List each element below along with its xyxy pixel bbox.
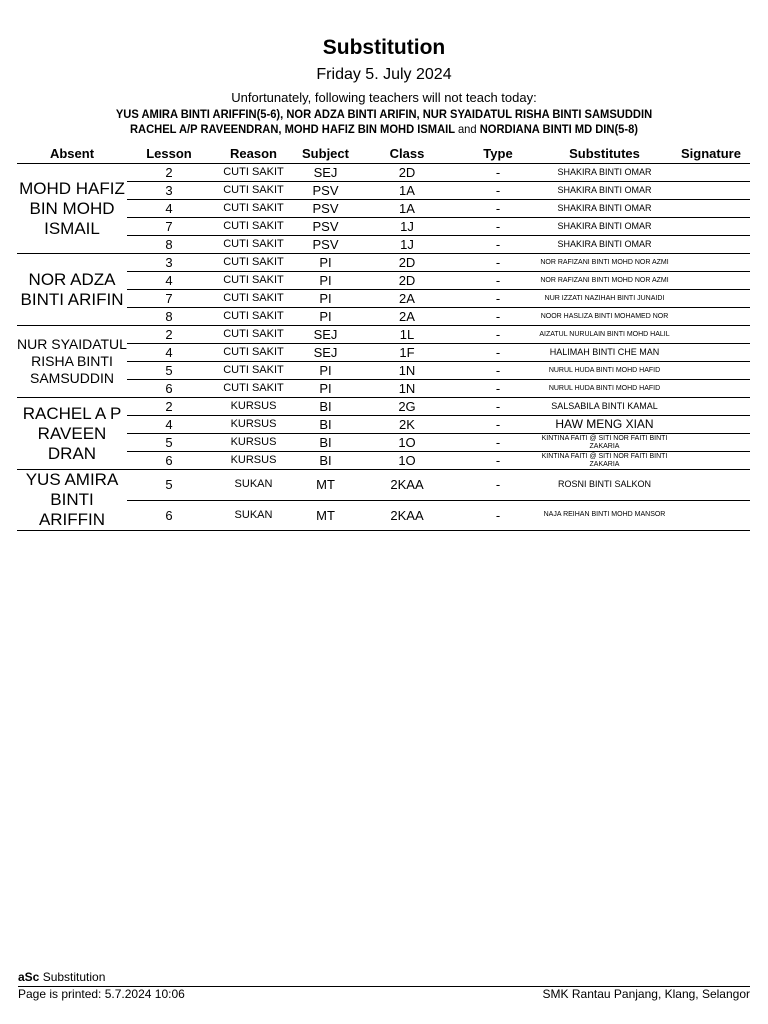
signature-cell xyxy=(672,344,750,362)
reason-cell: KURSUS xyxy=(211,434,296,452)
subject-cell: PSV xyxy=(296,236,355,254)
subject-cell: PI xyxy=(296,254,355,272)
table-row xyxy=(17,272,750,290)
table-row xyxy=(17,416,750,434)
class-cell: 2KAA xyxy=(355,500,459,531)
table-row xyxy=(17,218,750,236)
reason-cell: KURSUS xyxy=(211,416,296,434)
class-cell: 1A xyxy=(355,200,459,218)
type-cell: - xyxy=(459,398,537,416)
substitute-cell: SALSABILA BINTI KAMAL xyxy=(537,398,672,416)
signature-cell xyxy=(672,164,750,182)
signature-cell xyxy=(672,452,750,470)
lesson-cell: 2 xyxy=(127,164,211,182)
substitute-cell: NURUL HUDA BINTI MOHD HAFID xyxy=(537,362,672,380)
signature-cell xyxy=(672,218,750,236)
lesson-cell: 7 xyxy=(127,218,211,236)
absent-teachers-list xyxy=(36,107,732,137)
subject-cell: BI xyxy=(296,398,355,416)
class-cell: 1A xyxy=(355,182,459,200)
signature-cell xyxy=(672,362,750,380)
subject-cell: PSV xyxy=(296,200,355,218)
class-cell: 2D xyxy=(355,164,459,182)
signature-cell xyxy=(672,182,750,200)
signature-cell xyxy=(672,398,750,416)
absent-teacher-cell: YUS AMIRA BINTI ARIFFIN xyxy=(17,470,127,531)
substitute-cell: SHAKIRA BINTI OMAR xyxy=(537,164,672,182)
signature-cell xyxy=(672,254,750,272)
class-cell: 2D xyxy=(355,272,459,290)
signature-cell xyxy=(672,380,750,398)
reason-cell: CUTI SAKIT xyxy=(211,200,296,218)
table-row xyxy=(17,500,750,531)
table-row xyxy=(17,164,750,182)
class-cell: 2KAA xyxy=(355,470,459,501)
lesson-cell: 5 xyxy=(127,362,211,380)
footer-printed-date: Page is printed: 5.7.2024 10:06 xyxy=(18,987,185,1001)
lesson-cell: 8 xyxy=(127,236,211,254)
type-cell: - xyxy=(459,308,537,326)
substitute-cell: NUR IZZATI NAZIHAH BINTI JUNAIDI xyxy=(537,290,672,308)
reason-cell: CUTI SAKIT xyxy=(211,290,296,308)
class-cell: 1O xyxy=(355,452,459,470)
absent-teacher-cell: MOHD HAFIZ BIN MOHD ISMAIL xyxy=(17,164,127,254)
reason-cell: KURSUS xyxy=(211,398,296,416)
subject-cell: SEJ xyxy=(296,344,355,362)
reason-cell: CUTI SAKIT xyxy=(211,362,296,380)
type-cell: - xyxy=(459,218,537,236)
reason-cell: CUTI SAKIT xyxy=(211,272,296,290)
signature-cell xyxy=(672,416,750,434)
lesson-cell: 7 xyxy=(127,290,211,308)
absent-teacher-cell: NUR SYAIDATUL RISHA BINTI SAMSUDDIN xyxy=(17,326,127,398)
reason-cell: CUTI SAKIT xyxy=(211,326,296,344)
subject-cell: BI xyxy=(296,452,355,470)
table-row xyxy=(17,200,750,218)
type-cell: - xyxy=(459,470,537,501)
lesson-cell: 2 xyxy=(127,398,211,416)
page-title: Substitution xyxy=(322,36,446,59)
signature-cell xyxy=(672,200,750,218)
reason-cell: CUTI SAKIT xyxy=(211,254,296,272)
type-cell: - xyxy=(459,326,537,344)
lesson-cell: 5 xyxy=(127,434,211,452)
signature-cell xyxy=(672,290,750,308)
reason-cell: SUKAN xyxy=(211,470,296,501)
class-cell: 1N xyxy=(355,362,459,380)
class-cell: 2A xyxy=(355,308,459,326)
class-cell: 1F xyxy=(355,344,459,362)
subject-cell: SEJ xyxy=(296,326,355,344)
type-cell: - xyxy=(459,500,537,531)
table-row xyxy=(17,182,750,200)
subject-cell: MT xyxy=(296,500,355,531)
subject-cell: PI xyxy=(296,272,355,290)
signature-cell xyxy=(672,470,750,501)
type-cell: - xyxy=(459,200,537,218)
substitute-cell: NURUL HUDA BINTI MOHD HAFID xyxy=(537,380,672,398)
subject-cell: BI xyxy=(296,434,355,452)
lesson-cell: 2 xyxy=(127,326,211,344)
intro-text: Unfortunately, following teachers will not teach today: xyxy=(231,90,537,105)
type-cell: - xyxy=(459,164,537,182)
type-cell: - xyxy=(459,236,537,254)
reason-cell: CUTI SAKIT xyxy=(211,308,296,326)
type-cell: - xyxy=(459,344,537,362)
col-header-lesson: Lesson xyxy=(127,143,211,164)
type-cell: - xyxy=(459,254,537,272)
table-row xyxy=(17,290,750,308)
class-cell: 1N xyxy=(355,380,459,398)
col-header-type: Type xyxy=(459,143,537,164)
subject-cell: SEJ xyxy=(296,164,355,182)
substitute-cell: HAW MENG XIAN xyxy=(537,416,672,434)
reason-cell: CUTI SAKIT xyxy=(211,182,296,200)
absent-teachers-line-2b: NORDIANA BINTI MD DIN(5-8) xyxy=(476,122,639,136)
substitution-table xyxy=(17,143,750,531)
app-brand: aSc xyxy=(18,970,40,984)
class-cell: 1L xyxy=(355,326,459,344)
signature-cell xyxy=(672,434,750,452)
absent-teachers-line-2a: RACHEL A/P RAVEENDRAN, MOHD HAFIZ BIN MOHD ISMAIL xyxy=(129,122,458,136)
lesson-cell: 4 xyxy=(127,200,211,218)
lesson-cell: 3 xyxy=(127,182,211,200)
subject-cell: PSV xyxy=(296,218,355,236)
class-cell: 1J xyxy=(355,218,459,236)
substitute-cell: SHAKIRA BINTI OMAR xyxy=(537,236,672,254)
class-cell: 2A xyxy=(355,290,459,308)
subject-cell: PSV xyxy=(296,182,355,200)
subject-cell: MT xyxy=(296,470,355,501)
absent-teachers-line-1: YUS AMIRA BINTI ARIFFIN(5-6), NOR ADZA BINTI ARIFIN, NUR SYAIDATUL RISHA BINTI SAMSUDDIN xyxy=(115,107,653,121)
substitute-cell: KINTINA FAITI @ SITI NOR FAITI BINTI ZAKARIA xyxy=(537,434,672,452)
type-cell: - xyxy=(459,362,537,380)
subject-cell: PI xyxy=(296,290,355,308)
subject-cell: PI xyxy=(296,380,355,398)
reason-cell: CUTI SAKIT xyxy=(211,236,296,254)
signature-cell xyxy=(672,500,750,531)
table-row xyxy=(17,308,750,326)
table-row xyxy=(17,236,750,254)
substitute-cell: HALIMAH BINTI CHE MAN xyxy=(537,344,672,362)
reason-cell: CUTI SAKIT xyxy=(211,218,296,236)
subject-cell: BI xyxy=(296,416,355,434)
reason-cell: KURSUS xyxy=(211,452,296,470)
type-cell: - xyxy=(459,434,537,452)
type-cell: - xyxy=(459,416,537,434)
footer-app-name xyxy=(18,970,105,984)
table-row xyxy=(17,398,750,416)
table-header-row xyxy=(17,143,750,164)
class-cell: 2K xyxy=(355,416,459,434)
substitute-cell: AIZATUL NURULAIN BINTI MOHD HALIL xyxy=(537,326,672,344)
reason-cell: CUTI SAKIT xyxy=(211,164,296,182)
table-row xyxy=(17,380,750,398)
page-date: Friday 5. July 2024 xyxy=(316,66,452,83)
reason-cell: SUKAN xyxy=(211,500,296,531)
lesson-cell: 5 xyxy=(127,470,211,501)
signature-cell xyxy=(672,272,750,290)
class-cell: 2G xyxy=(355,398,459,416)
type-cell: - xyxy=(459,290,537,308)
reason-cell: CUTI SAKIT xyxy=(211,344,296,362)
footer-school-name: SMK Rantau Panjang, Klang, Selangor xyxy=(542,987,750,1001)
substitute-cell: NOR RAFIZANI BINTI MOHD NOR AZMI xyxy=(537,254,672,272)
col-header-subject: Subject xyxy=(296,143,355,164)
signature-cell xyxy=(672,236,750,254)
type-cell: - xyxy=(459,182,537,200)
type-cell: - xyxy=(459,380,537,398)
absent-teacher-cell: RACHEL A P RAVEEN DRAN xyxy=(17,398,127,470)
reason-cell: CUTI SAKIT xyxy=(211,380,296,398)
type-cell: - xyxy=(459,452,537,470)
lesson-cell: 4 xyxy=(127,272,211,290)
table-row xyxy=(17,362,750,380)
lesson-cell: 3 xyxy=(127,254,211,272)
and-conjunction: and xyxy=(457,122,477,136)
substitute-cell: ROSNI BINTI SALKON xyxy=(537,470,672,501)
subject-cell: PI xyxy=(296,308,355,326)
app-title: Substitution xyxy=(39,970,106,984)
col-header-signature: Signature xyxy=(672,143,750,164)
substitute-cell: SHAKIRA BINTI OMAR xyxy=(537,200,672,218)
substitute-cell: SHAKIRA BINTI OMAR xyxy=(537,182,672,200)
subject-cell: PI xyxy=(296,362,355,380)
substitute-cell: NAJA REIHAN BINTI MOHD MANSOR xyxy=(537,500,672,531)
substitute-cell: SHAKIRA BINTI OMAR xyxy=(537,218,672,236)
col-header-reason: Reason xyxy=(211,143,296,164)
table-row xyxy=(17,326,750,344)
lesson-cell: 6 xyxy=(127,380,211,398)
substitute-cell: NOOR HASLIZA BINTI MOHAMED NOR xyxy=(537,308,672,326)
table-row xyxy=(17,470,750,501)
signature-cell xyxy=(672,308,750,326)
signature-cell xyxy=(672,326,750,344)
class-cell: 1O xyxy=(355,434,459,452)
lesson-cell: 8 xyxy=(127,308,211,326)
class-cell: 1J xyxy=(355,236,459,254)
absent-teachers-line-2 xyxy=(36,122,732,137)
table-row xyxy=(17,434,750,452)
col-header-absent: Absent xyxy=(17,143,127,164)
substitute-cell: KINTINA FAITI @ SITI NOR FAITI BINTI ZAKARIA xyxy=(537,452,672,470)
col-header-substitutes: Substitutes xyxy=(537,143,672,164)
lesson-cell: 6 xyxy=(127,500,211,531)
type-cell: - xyxy=(459,272,537,290)
class-cell: 2D xyxy=(355,254,459,272)
lesson-cell: 4 xyxy=(127,416,211,434)
table-row xyxy=(17,254,750,272)
table-row xyxy=(17,452,750,470)
lesson-cell: 4 xyxy=(127,344,211,362)
lesson-cell: 6 xyxy=(127,452,211,470)
absent-teacher-cell: NOR ADZA BINTI ARIFIN xyxy=(17,254,127,326)
substitute-cell: NOR RAFIZANI BINTI MOHD NOR AZMI xyxy=(537,272,672,290)
col-header-class: Class xyxy=(355,143,459,164)
